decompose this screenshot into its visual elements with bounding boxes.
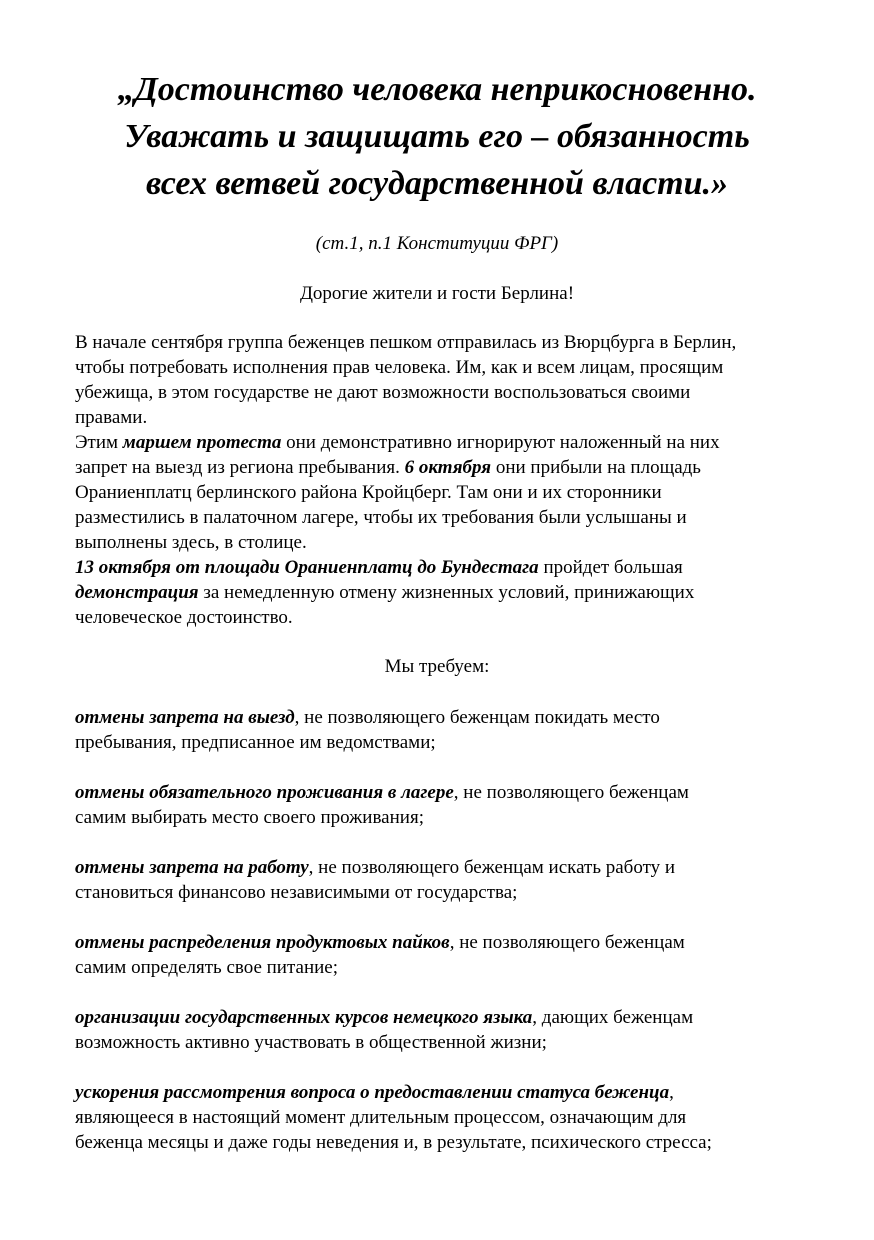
page-title [0,66,874,207]
text-run: Этим [75,432,123,453]
greeting: Дорогие жители и гости Берлина! [299,283,575,304]
text-line [75,780,815,805]
demand-item [75,1080,815,1155]
text-run: , не позволяющего беженцам [449,932,685,953]
demand-item [75,930,815,980]
title-line: „Достоинство человека неприкосновенно. [117,71,757,108]
text-run: пройдет большая [538,557,683,578]
demand-title: отмены запрета на выезд [75,707,295,728]
title-line: всех ветвей государственной власти.» [145,165,729,202]
text-line: правами. [75,407,148,428]
text-line: самим выбирать место своего проживания; [75,807,424,828]
text-line: убежища, в этом государстве не дают возможности воспользоваться своими [75,382,691,403]
demand-title: ускорения рассмотрения вопроса о предоставлении статуса беженца [75,1082,670,1103]
text-run: , [669,1082,674,1103]
demand-item [75,705,815,755]
text-line [75,930,815,955]
text-line: Ораниенплатц берлинского района Кройцберг. Там они и их сторонники [75,482,662,503]
text-line [75,580,815,605]
emphasis: 13 октября от площади Ораниенплатц до Бундестага [75,557,539,578]
text-run: , не позволяющего беженцам [453,782,689,803]
text-line: возможность активно участвовать в общественной жизни; [75,1032,547,1053]
text-line [75,855,815,880]
emphasis: маршем протеста [122,432,282,453]
text-run: за немедленную отмену жизненных условий, принижающих [198,582,695,603]
text-run: запрет на выезд из региона пребывания. [75,457,405,478]
demand-title: отмены обязательного проживания в лагере [75,782,454,803]
text-line: человеческое достоинство. [75,607,293,628]
text-line [75,555,815,580]
text-line: беженца месяцы и даже годы неведения и, в результате, психического стресса; [75,1132,712,1153]
demands-heading: Мы требуем: [384,656,490,677]
text-line: становиться финансово независимыми от государства; [75,882,518,903]
constitution-citation: (ст.1, п.1 Конституции ФРГ) [315,233,559,254]
text-line [75,455,815,480]
text-line: пребывания, предписанное им ведомствами; [75,732,436,753]
emphasis: 6 октября [404,457,492,478]
text-line [75,430,815,455]
text-line: чтобы потребовать исполнения прав человека. Им, как и всем лицам, просящим [75,357,724,378]
text-run: , дающих беженцам [532,1007,694,1028]
text-run: они прибыли на площадь [491,457,701,478]
demand-item [75,855,815,905]
text-line: В начале сентября группа беженцев пешком отправилась из Вюрцбурга в Берлин, [75,332,737,353]
emphasis: демонстрация [75,582,199,603]
text-line [75,1005,815,1030]
text-line: выполнены здесь, в столице. [75,532,307,553]
text-run: они демонстративно игнорируют наложенный на них [281,432,720,453]
demand-title: организации государственных курсов немецкого языка [75,1007,533,1028]
intro-text [75,330,815,630]
text-run: , не позволяющего беженцам покидать место [294,707,660,728]
demand-title: отмены распределения продуктовых пайков [75,932,450,953]
text-line: разместились в палаточном лагере, чтобы их требования были услышаны и [75,507,687,528]
demand-item [75,1005,815,1055]
text-line [75,705,815,730]
text-line [75,1080,815,1105]
title-line: Уважать и защищать его – обязанность [124,118,750,155]
demand-title: отмены запрета на работу [75,857,309,878]
demand-item [75,780,815,830]
text-run: , не позволяющего беженцам искать работу и [308,857,676,878]
text-line: являющееся в настоящий момент длительным процессом, означающим для [75,1107,687,1128]
text-line: самим определять свое питание; [75,957,338,978]
